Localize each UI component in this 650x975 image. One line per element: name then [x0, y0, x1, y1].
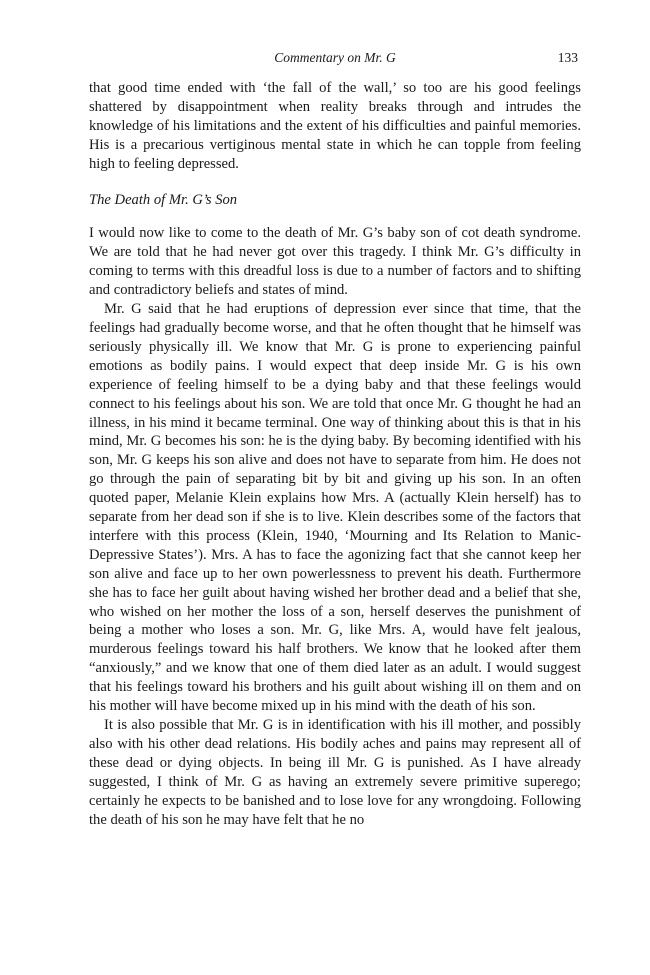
book-page — [89, 48, 581, 829]
paragraph-continued: that good time ended with ‘the fall of the wall,’ so too are his good feelings shattered by disappointment when reality breaks through and intrudes the knowledge of his limitations and the extent of his difficulties and painful memories. His is a precarious vertiginous mental state in which he can topple from feeling high to feeling depressed. — [89, 80, 581, 172]
body-text — [89, 79, 581, 829]
paragraph-identification: It is also possible that Mr. G is in identification with his ill mother, and possibly also with his other dead relations. His bodily aches and pains may represent all of these dead or dying objects. In being ill Mr. G is punished. As I have already suggested, I think of Mr. G as having an extremely severe primitive superego; certainly he expects to be banished and to lose love for any wrongdoing. Following the death of his son he may have felt that he no — [89, 717, 581, 828]
running-title: Commentary on Mr. G — [274, 50, 396, 65]
page-number: 133 — [557, 50, 578, 65]
paragraph-intro: I would now like to come to the death of Mr. G’s baby son of cot death syndrome. We are told that he had never got over this tragedy. I think Mr. G’s difficulty in coming to terms with this dreadful loss is due to a number of factors and to shifting and contradictory beliefs and states of mind. — [89, 225, 581, 299]
running-header — [89, 48, 581, 68]
section-heading: The Death of Mr. G’s Son — [89, 191, 238, 208]
paragraph-depression: Mr. G said that he had eruptions of depression ever since that time, that the feelings had gradually become worse, and that he often thought that he himself was seriously physically ill. We know that Mr. G is prone to experiencing painful emotions as bodily pains. I would expect that deep inside Mr. G is his own experience of feeling himself to be a dying baby and that these feelings would connect to his feelings about his son. We are told that once Mr. G thought he had an illness, in his mind it became terminal. One way of thinking about this is that in his mind, Mr. G becomes his son: he is the dying baby. By becoming identified with his son, Mr. G keeps his son alive and does not have to separate from him. He does not go through the pain of separating bit by bit and giving up his son. In an often quoted paper, Melanie Klein explains how Mrs. A (actually Klein herself) has to separate from her dead son if she is to live. Klein describes some of the factors that interfere with this process (Klein, 1940, ‘Mourning and Its Relation to Manic-Depressive States’). Mrs. A has to face the agonizing fact that she cannot keep her son alive and face up to her own powerlessness to prevent his death. Furthermore she has to face her guilt about having wished her brother dead and a belief that she, who wished on her mother the loss of a son, herself deserves the punishment of being a mother who loses a son. Mr. G, like Mrs. A, would have felt jealous, murderous feelings toward his half brothers. We know that he looked after them “anxiously,” and we know that one of them died later as an adult. I would suggest that his feelings toward his brothers and his guilt about wishing ill on them and on his mother will have become mixed up in his mind with the death of his son. — [89, 301, 581, 715]
